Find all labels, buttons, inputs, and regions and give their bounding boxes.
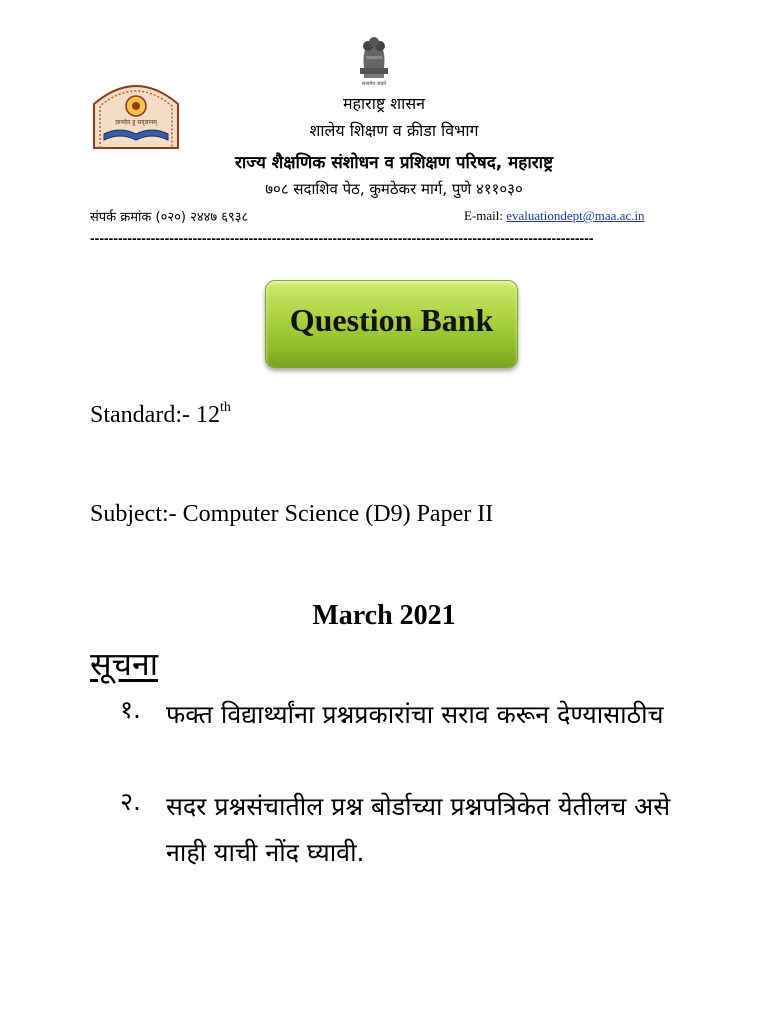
- email-label: E-mail:: [464, 208, 507, 223]
- instruction-number: २.: [120, 787, 141, 816]
- address: ७०८ सदाशिव पेठ, कुमठेकर मार्ग, पुणे ४११०३०: [265, 180, 523, 198]
- question-bank-badge: [265, 280, 518, 368]
- exam-date: March 2021: [312, 600, 456, 631]
- contact-number: संपर्क क्रमांक (०२०) २४४७ ६९३८: [90, 210, 249, 225]
- svg-text:सत्यमेव जयते: सत्यमेव जयते: [361, 81, 387, 86]
- subject-line: Subject:- Computer Science (D9) Paper II: [90, 501, 494, 527]
- department-title: शालेय शिक्षण व क्रीडा विभाग: [309, 121, 479, 140]
- national-emblem-icon: [352, 30, 396, 86]
- government-title: महाराष्ट्र शासन: [342, 94, 426, 113]
- council-title: राज्य शैक्षणिक संशोधन व प्रशिक्षण परिषद, महाराष्ट्र: [234, 153, 554, 173]
- instruction-text: फक्त विद्यार्थ्यांना प्रश्नप्रकारांचा सराव करून देण्यासाठीच: [166, 700, 664, 729]
- divider-line: ------------------------------------------------------------------------------------------------------------: [90, 230, 594, 246]
- standard-label: Standard:- 12: [90, 402, 220, 428]
- instructions-heading: सूचना: [90, 645, 159, 683]
- standard-line: [90, 402, 231, 429]
- instruction-text: सदर प्रश्नसंचातील प्रश्न बोर्डाच्या प्रश्नपत्रिकेत येतीलच असे नाही याची नोंद घ्यावी.: [166, 792, 671, 867]
- svg-text:ज्ञानदेव हु सद्ज्ञानम्: ज्ञानदेव हु सद्ज्ञानम्: [115, 119, 157, 126]
- email-line: [464, 208, 645, 224]
- standard-suffix: th: [219, 400, 231, 415]
- question-bank-label: Question Bank: [289, 301, 494, 338]
- email-link[interactable]: evaluationdept@maa.ac.in: [506, 208, 645, 223]
- instruction-number: १.: [120, 695, 141, 724]
